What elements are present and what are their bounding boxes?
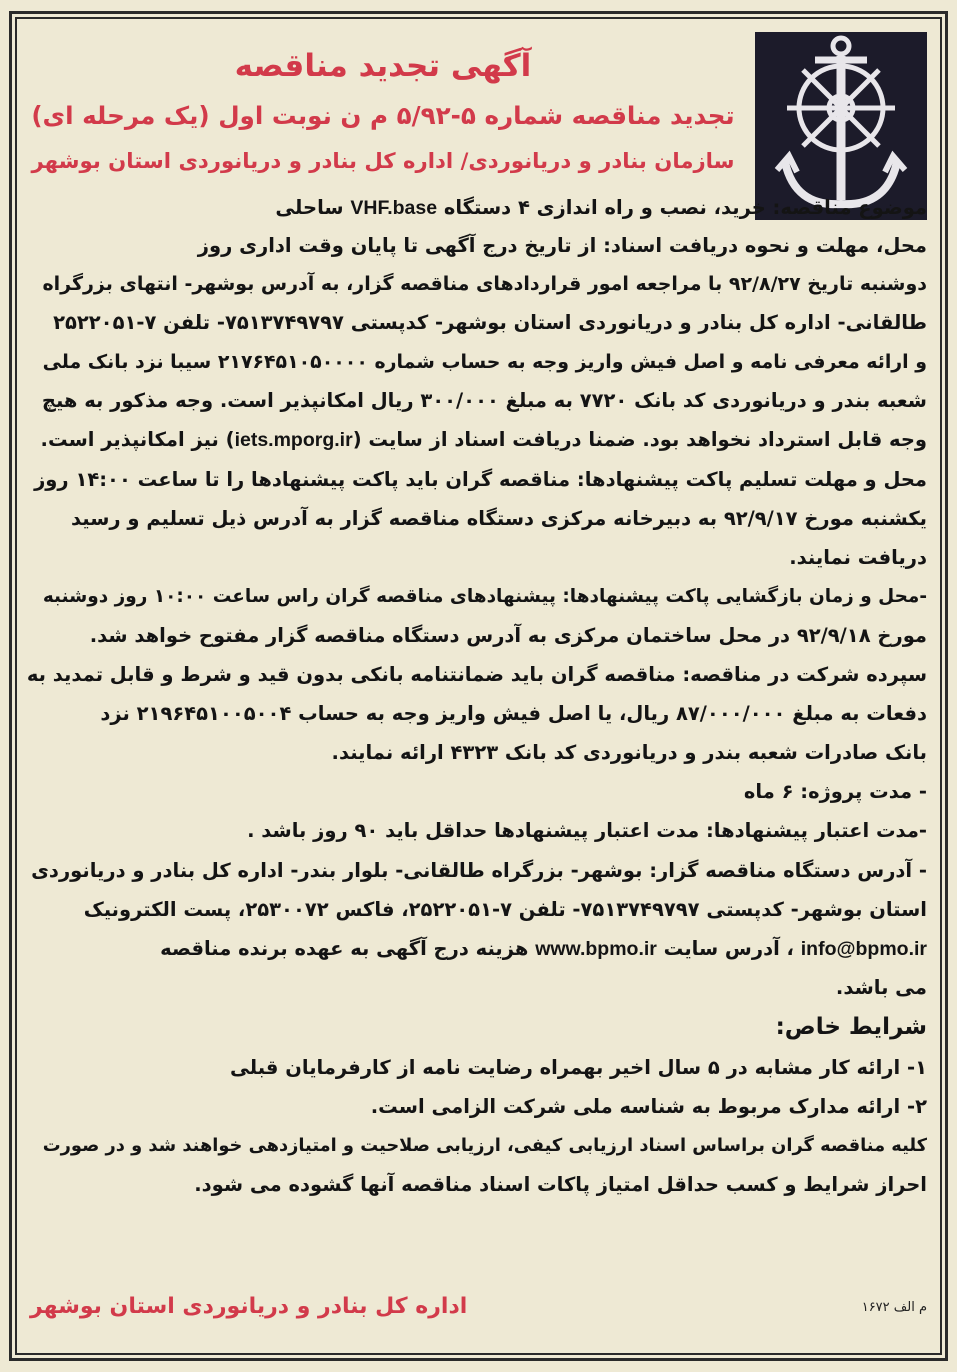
- body-line-18: - آدرس دستگاه مناقصه گزار: بوشهر- بزرگراه طالقانی- بلوار بندر- اداره کل بنادر و دریانوردی: [31, 859, 927, 882]
- ports-organization-logo: [755, 32, 927, 220]
- body-line-14: دفعات به مبلغ ۸۷/۰۰۰/۰۰۰ ریال، یا اصل فیش واریز وجه به حساب ۲۱۹۶۴۵۱۰۰۵۰۰۴ نزد: [100, 702, 927, 725]
- website-link[interactable]: www.bpmo.ir: [535, 938, 657, 960]
- special-condition-1: ۱- ارائه کار مشابه در ۵ سال اخیر بهمراه رضایت نامه از کارفرمایان قبلی: [230, 1056, 927, 1079]
- body-line-15: بانک صادرات شعبه بندر و دریانوردی کد بانک ۴۳۲۳ ارائه نمایند.: [331, 741, 927, 764]
- site-label-text: ، آدرس سایت: [656, 937, 801, 960]
- ad-code: م الف ۱۶۷۲: [861, 1300, 927, 1315]
- subject-text-end: ساحلی: [275, 196, 351, 219]
- email-link[interactable]: info@bpmo.ir: [800, 938, 927, 960]
- body-line-19: استان بوشهر- کدپستی ۷۵۱۳۷۴۹۷۹۷- تلفن ۷-۲۵۲۲۰۵۱، فاکس ۲۵۳۰۰۷۲، پست الکترونیک: [83, 898, 927, 921]
- body-line-9: یکشنبه مورخ ۹۲/۹/۱۷ به دبیرخانه مرکزی دستگاه مناقصه گزار به آدرس ذیل تسلیم و رسید: [71, 507, 927, 530]
- body-line-2: محل، مهلت و نحوه دریافت اسناد: از تاریخ درج آگهی تا پایان وقت اداری روز: [197, 234, 927, 257]
- body-line-4: طالقانی- اداره کل بنادر و دریانوردی استان بوشهر- کدپستی ۷۵۱۳۷۴۹۷۹۷- تلفن ۷-۲۵۲۲۰۵۱: [53, 311, 927, 334]
- tender-number-subtitle: تجدید مناقصه شماره ۵-۵/۹۲ م ن نوبت اول (یک مرحله ای): [31, 101, 735, 130]
- body-line-17: -مدت اعتبار پیشنهادها: مدت اعتبار پیشنهادها حداقل باید ۹۰ روز باشد .: [247, 819, 927, 842]
- body-line-3: دوشنبه تاریخ ۹۲/۸/۲۷ با مراجعه امور قراردادهای مناقصه گزار، به آدرس بوشهر- انتهای بزرگراه: [42, 273, 927, 295]
- body-line-21: می باشد.: [835, 976, 927, 999]
- subject-line: [275, 193, 927, 223]
- special-condition-2: ۲- ارائه مدارک مربوط به شناسه ملی شرکت الزامی است.: [370, 1095, 927, 1118]
- body-line-6: شعبه بندر و دریانوردی کد بانک ۷۷۲۰ به مبلغ ۳۰۰/۰۰۰ ریال امکانپذیر است. وجه مذکور به هیچ: [41, 389, 927, 412]
- body-line-7: [41, 425, 927, 455]
- special-condition-4: احراز شرایط و کسب حداقل امتیاز پاکات اسناد مناقصه آنها گشوده می شود.: [194, 1173, 927, 1196]
- iets-site-link[interactable]: iets.mporg.ir: [234, 429, 353, 451]
- body-line-16: - مدت پروژه: ۶ ماه: [743, 780, 927, 803]
- body-line-20: [160, 934, 927, 964]
- ad-cost-text: هزینه درج آگهی به عهده برنده مناقصه: [160, 937, 536, 960]
- anchor-ship-wheel-icon: [755, 32, 927, 220]
- body-line-11: -محل و زمان بازگشایی پاکت پیشنهادها: پیشنهادهای مناقصه گران راس ساعت ۱۰:۰۰ روز دوشنبه: [42, 586, 927, 607]
- docs-site-text: وجه قابل استرداد نخواهد بود. ضمنا دریافت اسناد از سایت (: [352, 428, 927, 451]
- body-line-10: دریافت نمایند.: [789, 546, 927, 569]
- docs-site-text-end: ) نیز امکانپذیر است.: [40, 428, 235, 451]
- vhf-base-term: VHF.base: [350, 197, 438, 219]
- notice-title: آگهی تجدید مناقصه: [234, 48, 532, 84]
- special-conditions-heading: شرایط خاص:: [775, 1014, 927, 1040]
- footer-organization: اداره کل بنادر و دریانوردی استان بوشهر: [30, 1294, 468, 1319]
- organization-subtitle: سازمان بنادر و دریانوردی/ اداره کل بنادر و دریانوردی استان بوشهر: [31, 149, 735, 174]
- special-condition-3: کلیه مناقصه گران براساس اسناد ارزیابی کیفی، ارزیابی صلاحیت و امتیازدهی خواهند شد و در صورت: [42, 1135, 927, 1156]
- body-line-5: و ارائه معرفی نامه و اصل فیش واریز وجه به حساب شماره ۲۱۷۶۴۵۱۰۵۰۰۰۰ سیبا نزد بانک ملی: [42, 351, 927, 373]
- body-line-8: محل و مهلت تسلیم پاکت پیشنهادها: مناقصه گران باید پاکت پیشنهادها را تا ساعت ۱۴:۰۰ روز: [34, 468, 927, 491]
- body-line-13: سپرده شرکت در مناقصه: مناقصه گران باید ضمانتنامه بانکی بدون قید و شرط و قابل تمدید به: [26, 663, 927, 686]
- subject-text: موضوع مناقصه: خرید، نصب و راه اندازی ۴ دستگاه: [437, 196, 927, 219]
- body-line-12: مورخ ۹۲/۹/۱۸ در محل ساختمان مرکزی به آدرس دستگاه مناقصه گزار مفتوح خواهد شد.: [89, 624, 927, 647]
